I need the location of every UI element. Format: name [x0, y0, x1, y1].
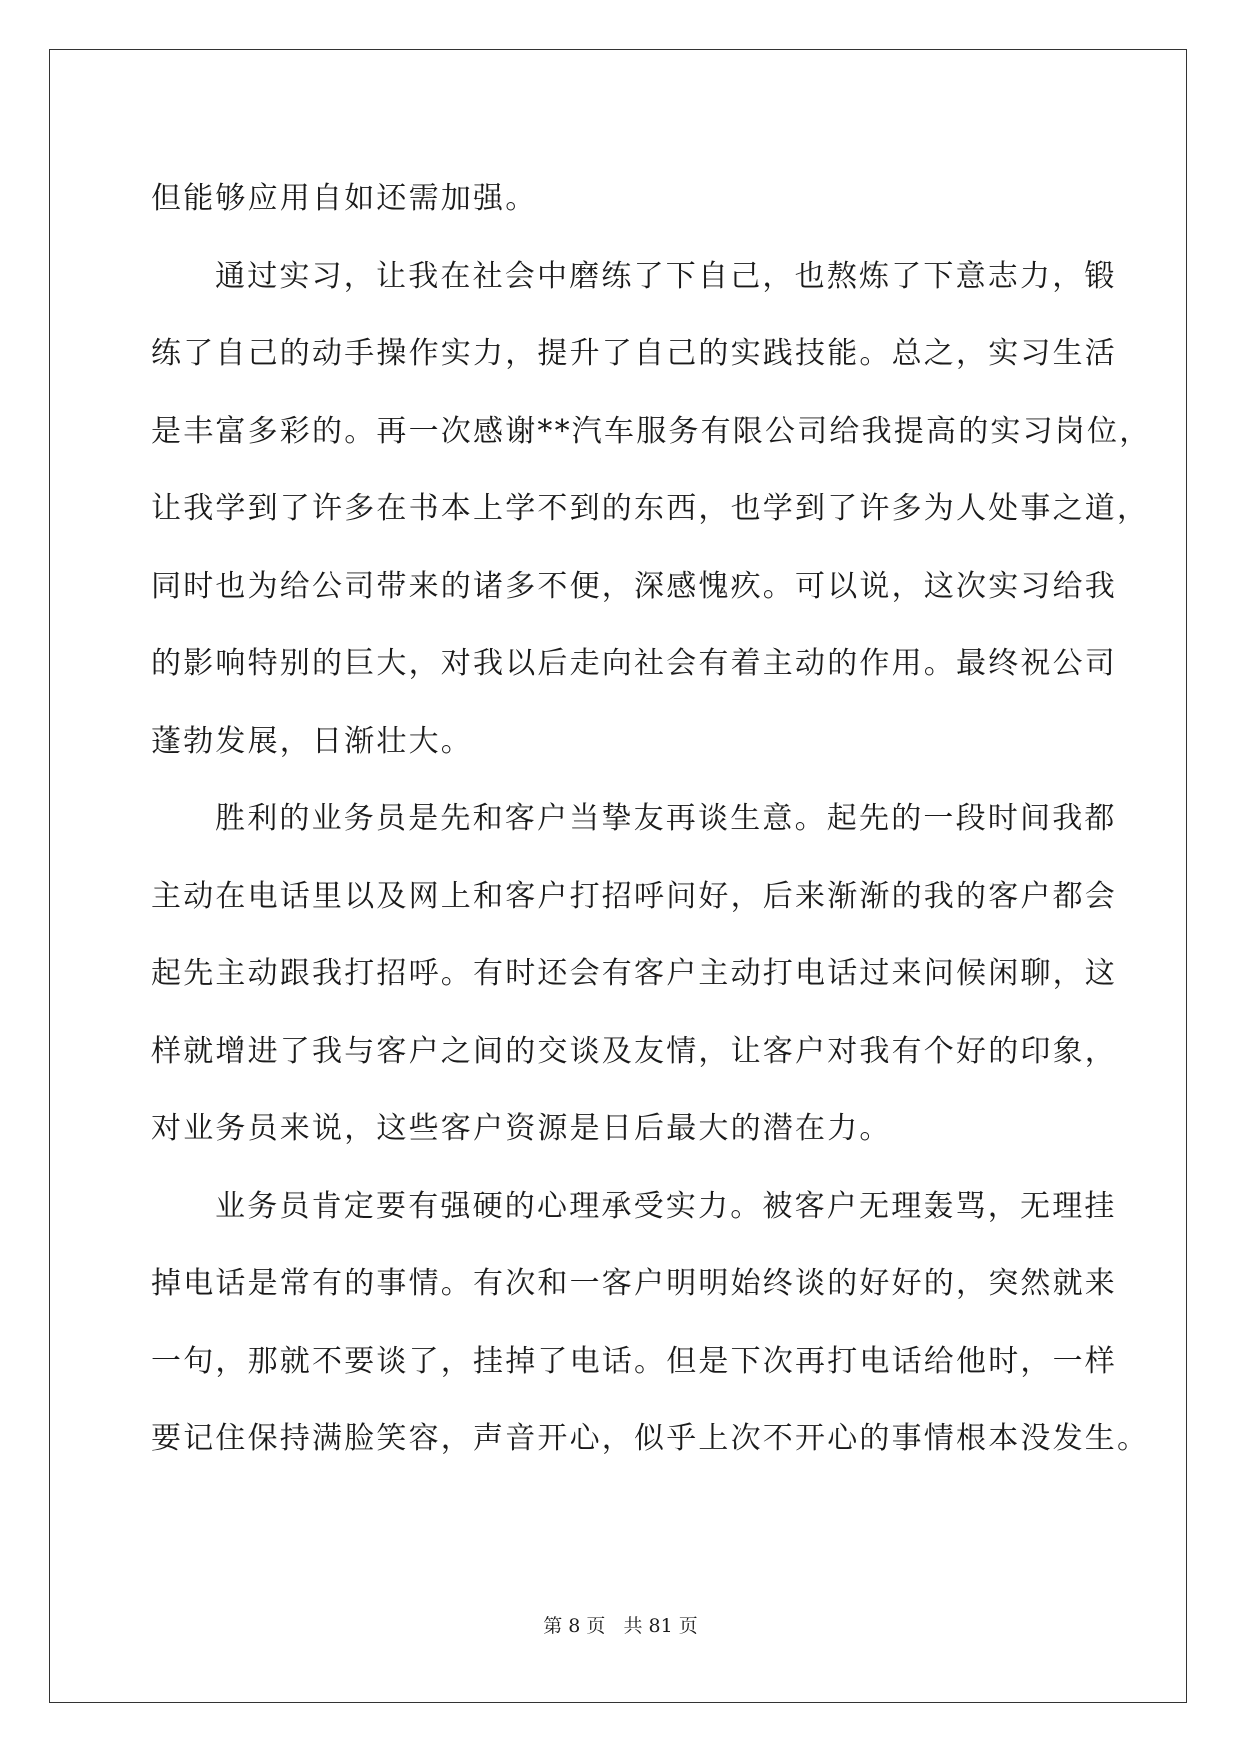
text-line: 掉电话是常有的事情。有次和一客户明明始终谈的好好的，突然就来: [151, 1266, 1117, 1301]
paragraph-first-line: 胜利的业务员是先和客户当挚友再谈生意。起先的一段时间我都: [215, 801, 1117, 836]
paragraph-first-line: 通过实习，让我在社会中磨练了下自己，也熬炼了下意志力，锻: [215, 258, 1117, 294]
text-line: 练了自己的动手操作实力，提升了自己的实践技能。总之，实习生活: [151, 336, 1117, 371]
document-body: [151, 160, 1152, 1478]
text-line: 的影响特别的巨大，对我以后走向社会有着主动的作用。最终祝公司: [151, 646, 1117, 681]
text-line: 要记住保持满脸笑容，声音开心，似乎上次不开心的事情根本没发生。: [151, 1421, 1150, 1456]
text-line: 一句，那就不要谈了，挂掉了电话。但是下次再打电话给他时，一样: [151, 1343, 1117, 1379]
paragraph-first-line: 业务员肯定要有强硬的心理承受实力。被客户无理轰骂，无理挂: [215, 1188, 1117, 1224]
text-line: 起先主动跟我打招呼。有时还会有客户主动打电话过来问候闲聊，这: [151, 956, 1117, 991]
text-line: 样就增进了我与客户之间的交谈及友情，让客户对我有个好的印象，: [151, 1033, 1117, 1069]
text-line: 主动在电话里以及网上和客户打招呼问好，后来渐渐的我的客户都会: [151, 878, 1117, 914]
text-line: 是丰富多彩的。再一次感谢**汽车服务有限公司给我提高的实习岗位，: [151, 413, 1152, 449]
text-line: 蓬勃发展，日渐壮大。: [151, 723, 473, 759]
text-line: 同时也为给公司带来的诸多不便，深感愧疚。可以说，这次实习给我: [151, 568, 1117, 604]
text-line: 让我学到了许多在书本上学不到的东西，也学到了许多为人处事之道，: [151, 491, 1150, 526]
text-line: 对业务员来说，这些客户资源是日后最大的潜在力。: [151, 1111, 892, 1146]
text-line: 但能够应用自如还需加强。: [151, 181, 538, 216]
page-number-footer: 第 8 页 共 81 页: [543, 1615, 698, 1637]
